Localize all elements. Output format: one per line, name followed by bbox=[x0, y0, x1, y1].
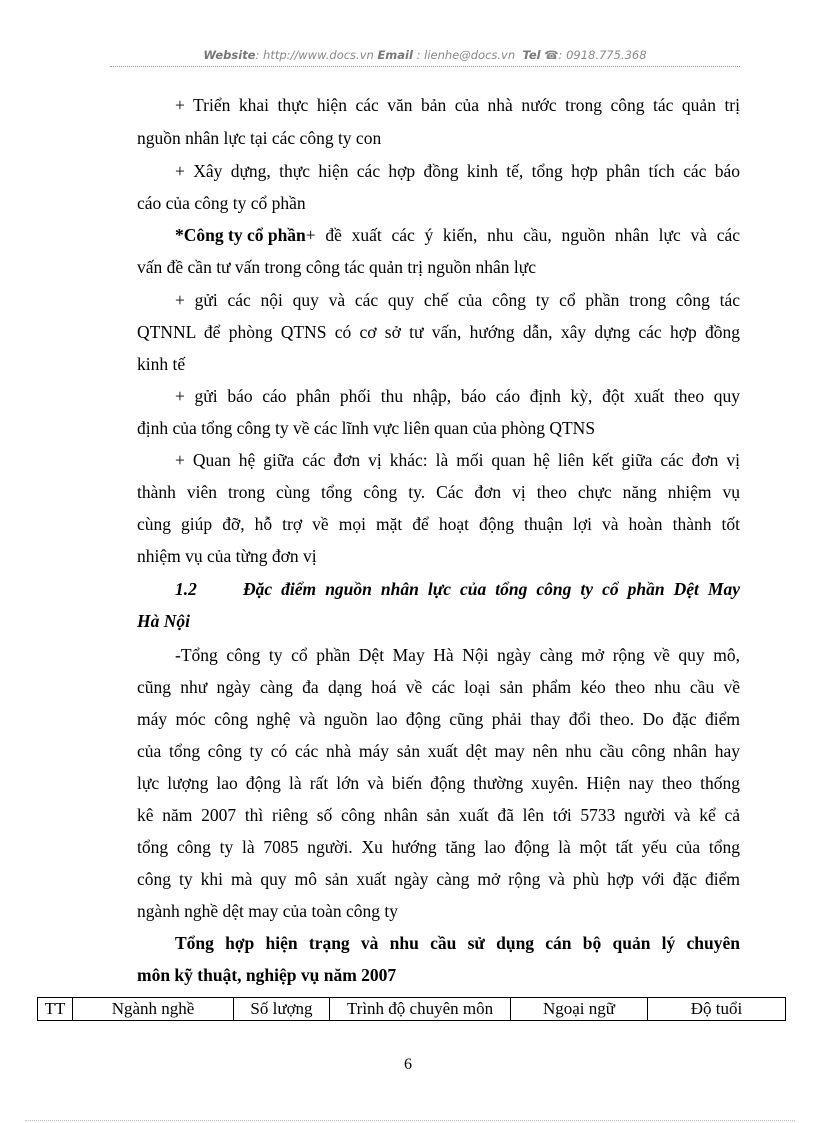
text-line: + Quan hệ giữa các đơn vị khác: là mối quan hệ liên kết giữa các đơn vị bbox=[175, 450, 740, 470]
text-line: cáo của công ty cổ phần bbox=[137, 193, 306, 213]
text-line: tổng công ty là 7085 người. Xu hướng tăng lao động là một tất yếu của tổng bbox=[137, 837, 740, 857]
header-cell: Trình độ chuyên môn bbox=[330, 998, 511, 1021]
text-line: + Triển khai thực hiện các văn bản của nhà nước trong công tác quản trị bbox=[175, 95, 740, 115]
footer-divider bbox=[25, 1120, 795, 1121]
header-cell: Độ tuổi bbox=[648, 998, 786, 1021]
text-line: cùng giúp đỡ, hỗ trợ về mọi mặt để hoạt động thuận lợi và hoàn thành tốt bbox=[137, 514, 740, 534]
bold-label: *Công ty cổ phần bbox=[175, 225, 306, 245]
table-title-cont: môn kỹ thuật, nghiệp vụ năm 2007 bbox=[137, 965, 397, 985]
text-line: + Xây dựng, thực hiện các hợp đồng kinh tế, tổng hợp phân tích các báo bbox=[175, 161, 740, 181]
header-divider bbox=[110, 66, 740, 67]
section-number: 1.2 bbox=[175, 579, 197, 599]
email: : lienhe@docs.vn bbox=[412, 48, 516, 62]
text-line: ngành nghề dệt may của toàn công ty bbox=[137, 901, 398, 921]
text-line: nhiệm vụ của từng đơn vị bbox=[137, 546, 317, 566]
text-line: -Tổng công ty cổ phần Dệt May Hà Nội ngày càng mở rộng về quy mô, bbox=[175, 645, 740, 665]
text-line: thành viên trong cùng tổng công ty. Các đơn vị theo chực năng nhiệm vụ bbox=[137, 482, 740, 502]
text-line: + gửi các nội quy và các quy chế của công ty cổ phần trong công tác bbox=[175, 290, 740, 310]
text-span: + đề xuất các ý kiến, nhu cầu, nguồn nhân lực và các bbox=[305, 225, 740, 245]
text-line: máy móc công nghệ và nguồn lao động cũng phải thay đổi theo. Do đặc điểm bbox=[137, 709, 740, 729]
text-line: cũng như ngày càng đa dạng hoá về các loại sản phẩm kéo theo nhu cầu về bbox=[137, 677, 740, 697]
website-url: : http://www.docs.vn bbox=[255, 48, 374, 62]
website-label: Website bbox=[203, 48, 256, 62]
text-line: + gửi báo cáo phân phối thu nhập, báo cáo định kỳ, đột xuất theo quy bbox=[175, 386, 740, 406]
text-line: của tổng công ty có các nhà máy sản xuất dệt may nên nhu cầu công nhân hay bbox=[137, 741, 740, 761]
text-line: kinh tế bbox=[137, 354, 186, 374]
text-line: kê năm 2007 thì riêng số công nhân sản xuất đã lên tới 5733 người và kể cả bbox=[137, 805, 740, 825]
text-line: QTNNL để phòng QTNS có cơ sở tư vấn, hướng dẫn, xây dựng các hợp đồng bbox=[137, 322, 740, 342]
text-line bbox=[175, 224, 740, 246]
text-line: nguồn nhân lực tại các công ty con bbox=[137, 128, 382, 148]
table-header-row bbox=[38, 998, 786, 1021]
email-label: Email bbox=[377, 48, 413, 62]
tel: ☎: 0918.775.368 bbox=[544, 48, 647, 62]
header-cell: Ngoại ngữ bbox=[511, 998, 648, 1021]
text-line: lực lượng lao động là rất lớn và biến động thường xuyên. Hiện nay theo thống bbox=[137, 773, 740, 793]
page-number: 6 bbox=[404, 1056, 412, 1073]
header-cell: Số lượng bbox=[234, 998, 330, 1021]
text-line: vấn đề cần tư vấn trong công tác quản trị nguồn nhân lực bbox=[137, 257, 536, 277]
section-heading-cont: Hà Nội bbox=[137, 611, 190, 631]
tel-label: Tel bbox=[522, 48, 541, 62]
header-cell: Ngành nghề bbox=[73, 998, 234, 1021]
header-cell: TT bbox=[38, 998, 73, 1021]
table-title: Tổng hợp hiện trạng và nhu cầu sử dụng cán bộ quản lý chuyên bbox=[175, 933, 740, 953]
section-heading: Đặc điểm nguồn nhân lực của tổng công ty cổ phần Dệt May bbox=[243, 579, 740, 599]
text-line: định của tổng công ty về các lĩnh vực liên quan của phòng QTNS bbox=[137, 418, 596, 438]
text-line: công ty khi mà quy mô sản xuất ngày càng mở rộng và phù hợp với đặc điểm bbox=[137, 869, 740, 889]
page-header bbox=[110, 48, 740, 62]
staff-table bbox=[37, 997, 786, 1021]
